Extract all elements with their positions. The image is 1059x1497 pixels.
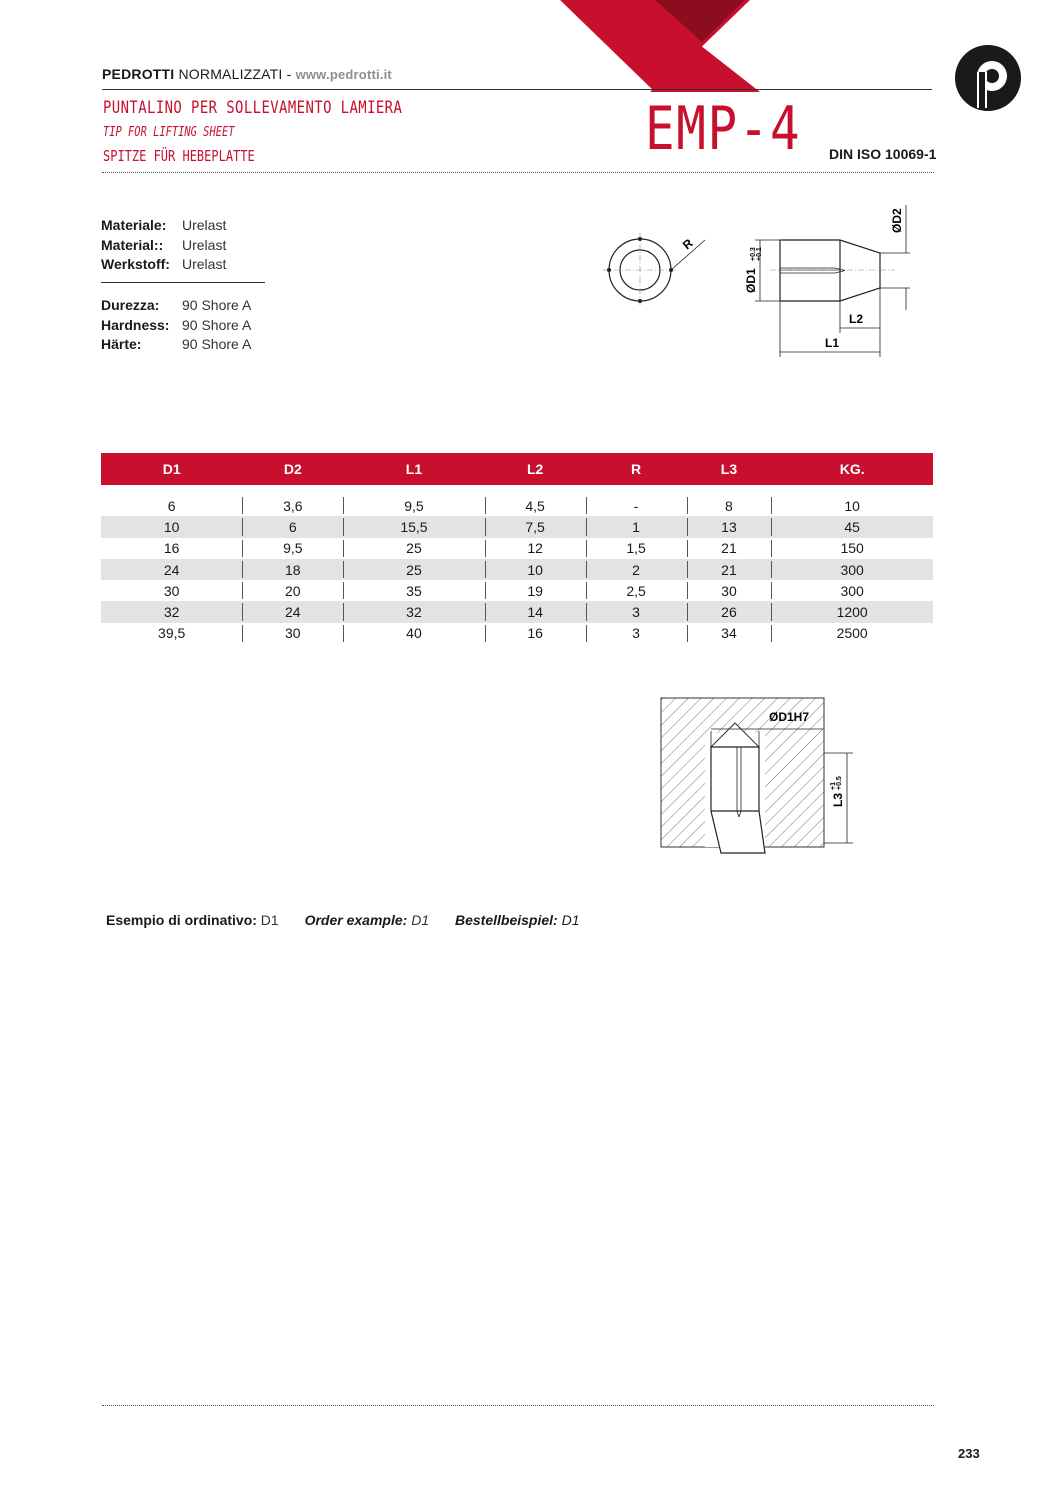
d1-tolerance-top: +0.3 <box>750 247 757 261</box>
table-cell: 25 <box>343 538 484 559</box>
col-d2: D2 <box>242 453 343 485</box>
table-cell: 150 <box>771 538 933 559</box>
table-cell: 45 <box>771 516 933 537</box>
table-cell: 34 <box>687 623 772 644</box>
table-cell: 25 <box>343 559 484 580</box>
table-cell: 21 <box>687 559 772 580</box>
table-cell: 16 <box>163 540 180 557</box>
header-rule <box>102 89 932 90</box>
table-cell: 13 <box>687 516 772 537</box>
order-example <box>106 912 580 928</box>
order-label-en: Order example: <box>304 912 408 928</box>
table-row <box>101 538 933 559</box>
page-number: 233 <box>958 1446 980 1461</box>
l3-tolerance-bottom: +0.5 <box>836 776 843 790</box>
order-label-de: Bestellbeispiel: <box>455 912 558 928</box>
d1h7-label: ØD1H7 <box>769 710 810 724</box>
table-cell: 1,5 <box>586 538 687 559</box>
col-kg: KG. <box>771 453 933 485</box>
header-decoration <box>0 0 1059 100</box>
tip-technical-drawing <box>595 195 925 365</box>
table-cell: 35 <box>343 580 484 601</box>
dotted-divider-top <box>102 172 934 173</box>
table-cell: 3,6 <box>242 495 343 516</box>
order-label-it: Esempio di ordinativo: <box>106 912 257 928</box>
table-header-row <box>101 453 933 485</box>
table-row <box>101 623 933 644</box>
table-cell: 15,5 <box>343 516 484 537</box>
table-cell: 4,5 <box>485 495 586 516</box>
installation-drawing <box>655 693 860 863</box>
table-cell: 19 <box>485 580 586 601</box>
din-standard: DIN ISO 10069-1 <box>829 146 937 162</box>
title-italian: PUNTALINO PER SOLLEVAMENTO LAMIERA <box>103 98 403 118</box>
col-l3: L3 <box>687 453 772 485</box>
title-german: SPITZE FÜR HEBEPLATTE <box>103 147 255 165</box>
table-cell: 10 <box>101 516 242 537</box>
table-cell: 14 <box>485 601 586 622</box>
table-cell: 12 <box>485 538 586 559</box>
table-cell: 30 <box>687 580 772 601</box>
material-row-de: Werkstoff: Urelast <box>101 256 227 272</box>
table-row <box>101 495 933 516</box>
table-cell: 2,5 <box>586 580 687 601</box>
hardness-block <box>101 296 251 355</box>
table-row <box>101 559 933 580</box>
table-row <box>101 516 933 537</box>
d1-label: ØD1 <box>744 268 758 293</box>
table-cell: 3 <box>586 601 687 622</box>
table-cell: 8 <box>687 495 772 516</box>
col-d1: D1 <box>101 453 242 485</box>
dotted-divider-bottom <box>102 1405 934 1406</box>
table-cell: 40 <box>343 623 484 644</box>
material-block <box>101 216 226 275</box>
table-row <box>101 580 933 601</box>
d2-label: ØD2 <box>890 208 904 233</box>
table-cell: 10 <box>771 495 933 516</box>
table-cell: - <box>586 495 687 516</box>
table-cell: 30 <box>163 582 180 599</box>
material-separator <box>101 282 265 283</box>
brand-name: PEDROTTI <box>102 66 175 82</box>
table-cell: 2 <box>586 559 687 580</box>
table-cell: 3 <box>586 623 687 644</box>
col-l2: L2 <box>485 453 586 485</box>
col-r: R <box>586 453 687 485</box>
pedrotti-logo-icon <box>952 42 1024 114</box>
material-row-en: Material:: Urelast <box>101 236 227 253</box>
order-value-it: D1 <box>260 912 279 928</box>
hardness-row-de: Härte: 90 Shore A <box>101 336 252 352</box>
brand-subtitle: NORMALIZZATI <box>178 66 283 82</box>
table-cell: 39,5 <box>158 625 186 642</box>
website-link[interactable]: www.pedrotti.it <box>295 67 392 82</box>
l1-label: L1 <box>825 336 840 350</box>
title-english: TIP FOR LIFTING SHEET <box>103 125 235 140</box>
table-cell: 9,5 <box>343 495 484 516</box>
table-cell: 9,5 <box>242 538 343 559</box>
table-cell: 24 <box>242 601 343 622</box>
table-cell: 32 <box>101 601 242 622</box>
table-cell: 1 <box>586 516 687 537</box>
l3-label: L3 <box>831 792 845 807</box>
d1-tolerance-bottom: +0.1 <box>756 247 763 261</box>
table-cell: 18 <box>242 559 343 580</box>
hardness-row-it: Durezza: 90 Shore A <box>101 297 252 313</box>
table-cell: 32 <box>343 601 484 622</box>
table-cell: 26 <box>687 601 772 622</box>
table-cell: 7,5 <box>485 516 586 537</box>
order-value-de: D1 <box>561 912 580 928</box>
order-value-en: D1 <box>411 912 430 928</box>
table-cell: 24 <box>101 559 242 580</box>
col-l1: L1 <box>343 453 484 485</box>
table-cell: 16 <box>485 623 586 644</box>
table-cell: 300 <box>771 559 933 580</box>
table-cell: 30 <box>242 623 343 644</box>
l2-label: L2 <box>849 312 864 326</box>
table-cell: 21 <box>687 538 772 559</box>
table-cell: 300 <box>771 580 933 601</box>
table-cell: 6 <box>167 497 176 514</box>
material-row-it: Materiale: Urelast <box>101 217 227 233</box>
table-cell: 6 <box>242 516 343 537</box>
brand-separator: - <box>282 66 296 82</box>
table-row <box>101 601 933 622</box>
hardness-row-en: Hardness: 90 Shore A <box>101 316 252 333</box>
dimensions-table <box>101 453 933 644</box>
radius-label: R <box>679 235 696 253</box>
table-cell: 1200 <box>771 601 933 622</box>
brand-line <box>102 66 392 82</box>
table-cell: 2500 <box>771 623 933 644</box>
l3-tolerance-top: +1 <box>830 782 837 790</box>
product-code: EMP-4 <box>645 94 802 164</box>
table-cell: 20 <box>242 580 343 601</box>
table-cell: 10 <box>485 559 586 580</box>
